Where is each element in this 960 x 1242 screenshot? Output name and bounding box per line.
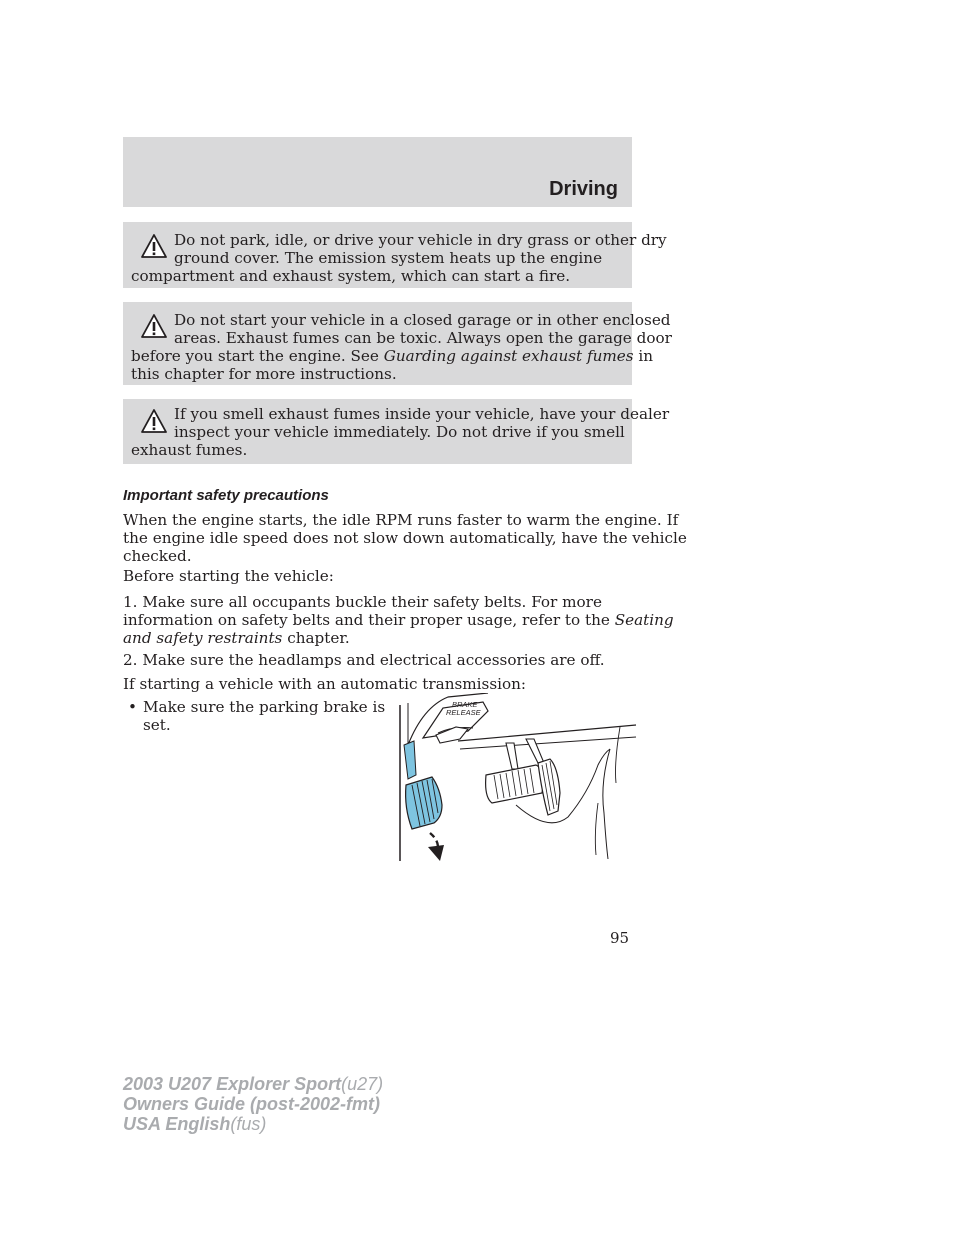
warning-text-part: in (638, 347, 654, 365)
chapter-title: Driving (549, 178, 618, 200)
parking-brake-illustration (398, 693, 638, 863)
paragraph-line: and safety restraints chapter. (123, 629, 350, 647)
brake-label-line2: RELEASE (446, 708, 481, 717)
chapter-header (123, 137, 632, 207)
paragraph-line: When the engine starts, the idle RPM runs faster to warm the engine. If (123, 511, 679, 529)
footer-line: USA English(fus) (123, 1114, 267, 1134)
warning-text (131, 347, 654, 365)
warning-text: inspect your vehicle immediately. Do not drive if you smell (174, 423, 625, 441)
warning-box (123, 302, 672, 385)
warning-text: ground cover. The emission system heats up the engine (174, 249, 603, 267)
step-2: 2. Make sure the headlamps and electrical accessories are off. (123, 651, 605, 669)
paragraph-line: checked. (123, 547, 192, 565)
warning-text: exhaust fumes. (131, 441, 248, 459)
cross-reference: Guarding against exhaust fumes (383, 347, 634, 365)
warning-text: areas. Exhaust fumes can be toxic. Always open the garage door (174, 329, 672, 347)
paragraph (123, 511, 687, 565)
paragraph: If starting a vehicle with an automatic transmission: (123, 675, 527, 693)
section-heading: Important safety precautions (123, 487, 329, 504)
bullet-text: Make sure the parking brake is (143, 698, 386, 716)
footer-line: Owners Guide (post-2002-fmt) (123, 1094, 381, 1114)
warning-triangle-icon (141, 234, 167, 258)
page-number: 95 (610, 929, 630, 947)
warning-text-part: before you start the engine. See (131, 347, 379, 365)
cross-reference: and safety restraints (123, 629, 283, 647)
paragraph-line: the engine idle speed does not slow down automatically, have the vehicle (123, 529, 687, 547)
warning-box (123, 399, 670, 464)
bullet-icon: • (128, 698, 137, 716)
bullet-text: set. (143, 716, 171, 734)
warning-text: compartment and exhaust system, which can start a fire. (131, 267, 571, 285)
warning-triangle-icon (141, 409, 167, 433)
brake-label-line1: BRAKE (452, 700, 478, 709)
footer-line: 2003 U207 Explorer Sport(u27) (123, 1074, 384, 1094)
document-footer (123, 1074, 383, 1134)
step-1 (123, 593, 674, 647)
cross-reference: Seating (614, 611, 674, 629)
warning-text: this chapter for more instructions. (131, 365, 397, 383)
warning-text: If you smell exhaust fumes inside your vehicle, have your dealer (174, 405, 670, 423)
paragraph-line: 1. Make sure all occupants buckle their safety belts. For more (123, 593, 602, 611)
warning-text: Do not start your vehicle in a closed garage or in other enclosed (174, 311, 671, 329)
warning-triangle-icon (141, 314, 167, 338)
warning-box (123, 222, 667, 288)
paragraph: Before starting the vehicle: (123, 567, 334, 585)
paragraph-line: information on safety belts and their proper usage, refer to the Seating (123, 611, 674, 629)
warning-text: Do not park, idle, or drive your vehicle in dry grass or other dry (174, 231, 667, 249)
